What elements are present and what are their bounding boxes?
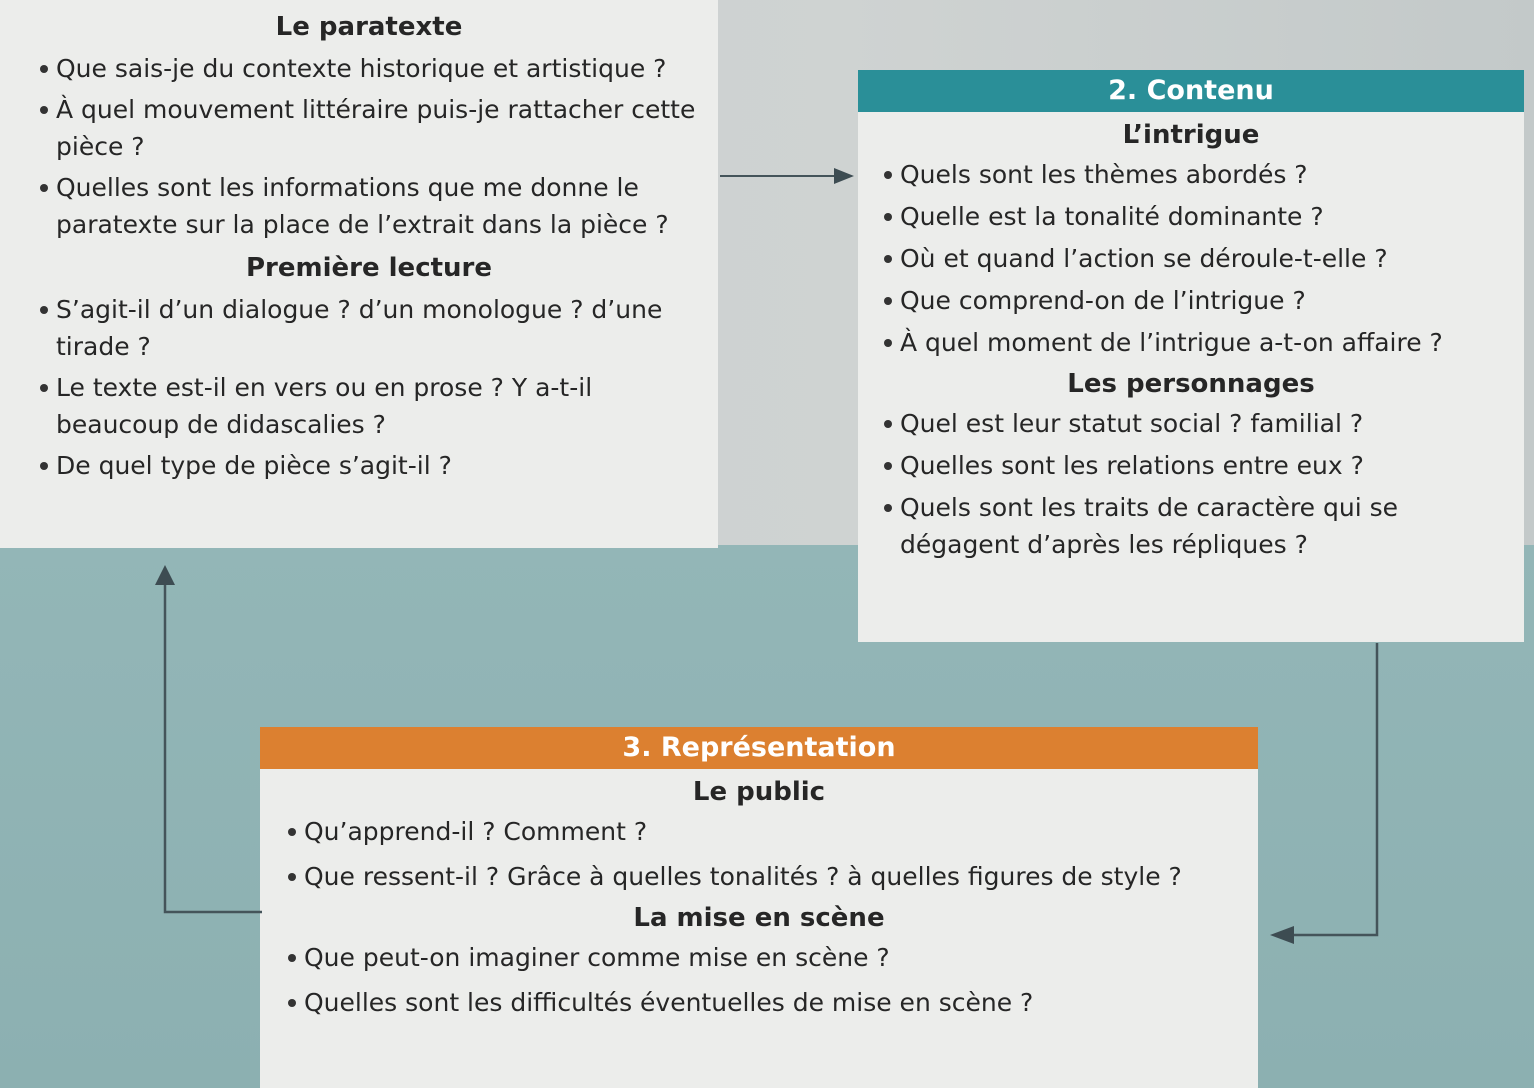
representation-header: 3. Représentation <box>260 727 1258 769</box>
list-item: Où et quand l’action se déroule-t-elle ? <box>884 240 1504 277</box>
list-item: Le texte est-il en vers ou en prose ? Y a-t-il beaucoup de didascalies ? <box>40 369 698 443</box>
list-item: Quels sont les traits de caractère qui se dégagent d’après les répliques ? <box>884 489 1504 563</box>
arrow-up-icon <box>155 565 262 912</box>
list-item: Quelles sont les informations que me donne le paratexte sur la place de l’extrait dans la pièce ? <box>40 169 698 243</box>
list-item: Quelles sont les relations entre eux ? <box>884 447 1504 484</box>
arrow-left-icon <box>1270 643 1377 944</box>
list-item: Quels sont les thèmes abordés ? <box>884 156 1504 193</box>
personnages-title: Les personnages <box>1067 369 1315 399</box>
list-item: Que ressent-il ? Grâce à quelles tonalités ? à quelles figures de style ? <box>288 858 1238 895</box>
arrow-right-icon <box>720 168 854 184</box>
list-item: Quel est leur statut social ? familial ? <box>884 405 1504 442</box>
mise-en-scene-title: La mise en scène <box>633 903 885 933</box>
list-item: De quel type de pièce s’agit-il ? <box>40 447 698 484</box>
premiere-lecture-title: Première lecture <box>245 253 492 283</box>
list-item: À quel moment de l’intrigue a-t-on affaire ? <box>884 324 1504 361</box>
public-title: Le public <box>692 777 826 807</box>
list-item: À quel mouvement littéraire puis-je rattacher cette pièce ? <box>40 91 698 165</box>
list-item: Que peut-on imaginer comme mise en scène ? <box>288 939 1238 976</box>
list-item: Qu’apprend-il ? Comment ? <box>288 813 1238 850</box>
list-item: Que sais-je du contexte historique et artistique ? <box>40 50 698 87</box>
list-item: Quelles sont les difficultés éventuelles de mise en scène ? <box>288 984 1238 1021</box>
list-item: S’agit-il d’un dialogue ? d’un monologue ? d’une tirade ? <box>40 291 698 365</box>
contenu-header: 2. Contenu <box>858 70 1524 112</box>
intrigue-title: L’intrigue <box>1122 120 1260 150</box>
list-item: Que comprend-on de l’intrigue ? <box>884 282 1504 319</box>
paratexte-title: Le paratexte <box>275 12 463 42</box>
list-item: Quelle est la tonalité dominante ? <box>884 198 1504 235</box>
